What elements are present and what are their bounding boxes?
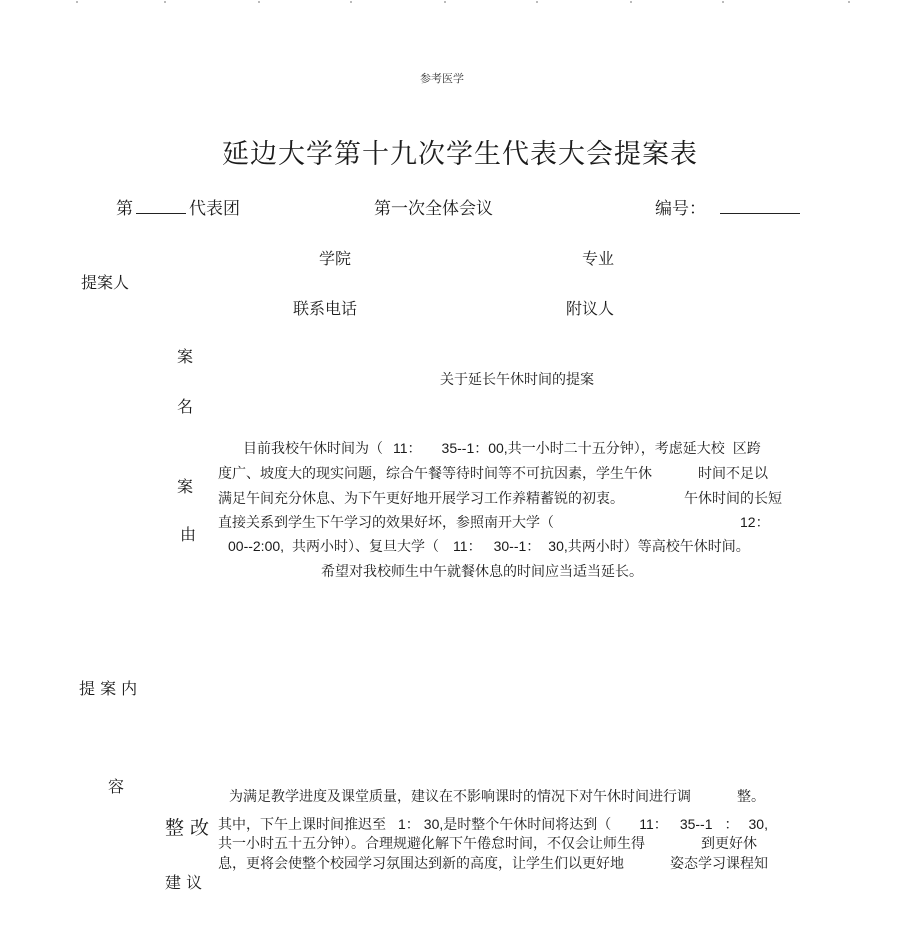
major-label: 专业 bbox=[582, 249, 615, 268]
suggestion-line-3: 共一小时五十五分钟）。合理规避化解下午倦怠时间，不仅会让师生得 到更好休 bbox=[218, 836, 757, 852]
case-reason-line-6: 希望对我校师生中午就餐休息的时间应当适当延长。 bbox=[321, 564, 643, 580]
proposer-label: 提案人 bbox=[81, 273, 130, 292]
session-label: 第一次全体会议 bbox=[374, 199, 493, 219]
college-label: 学院 bbox=[319, 249, 352, 268]
case-reason-line-1: 目前我校午休时间为（ 11： 35--1：00,共一小时二十五分钟），考虑延大校 区跨 bbox=[243, 440, 761, 457]
case-name-label-char-1: 案 bbox=[177, 347, 194, 366]
case-reason-line-3: 满足午间充分休息、为下午更好地开展学习工作养精蓄锐的初衷。 午休时间的长短 bbox=[218, 491, 782, 507]
number-blank[interactable] bbox=[720, 199, 800, 214]
header-note: 参考医学 bbox=[420, 72, 464, 85]
suggestion-line-2: 其中，下午上课时间推迟至 1： 30,是时整个午休时间将达到（ 11： 35--1 ： 30, bbox=[218, 816, 768, 833]
case-reason-line-5: 00--2:00, 共两小时）、复旦大学（ 11： 30--1： 30,共两小时）等高校午休时间。 bbox=[228, 538, 750, 555]
content-label-part-1: 提 案 内 bbox=[79, 679, 138, 698]
suggestion-label-line-1: 整 改 bbox=[165, 817, 210, 839]
case-name-value: 关于延长午休时间的提案 bbox=[440, 372, 594, 388]
cosigner-label: 附议人 bbox=[566, 299, 615, 318]
case-reason-line-2: 度广、坡度大的现实问题，综合午餐等待时间等不可抗因素，学生午休 时间不足以 bbox=[218, 466, 768, 482]
case-reason-label-char-2: 由 bbox=[180, 525, 197, 544]
case-name-label-char-2: 名 bbox=[177, 397, 194, 416]
suggestion-label-line-2: 建 议 bbox=[165, 873, 203, 892]
top-edge-marks bbox=[0, 0, 920, 6]
delegation-prefix: 第 bbox=[116, 199, 133, 219]
suggestion-line-4: 息，更将会使整个校园学习氛围达到新的高度，让学生们以更好地 姿态学习课程知 bbox=[218, 856, 768, 872]
delegation-blank[interactable] bbox=[136, 199, 186, 214]
number-field bbox=[655, 194, 803, 219]
delegation-field bbox=[116, 194, 240, 219]
case-reason-line-4: 直接关系到学生下午学习的效果好坏，参照南开大学（ 12： bbox=[218, 514, 770, 531]
contact-label: 联系电话 bbox=[293, 299, 358, 318]
content-label-part-2: 容 bbox=[108, 777, 125, 796]
case-reason-label-char-1: 案 bbox=[177, 477, 194, 496]
suggestion-line-1: 为满足教学进度及课堂质量，建议在不影响课时的情况下对午休时间进行调 整。 bbox=[229, 789, 765, 805]
page-title: 延边大学第十九次学生代表大会提案表 bbox=[222, 139, 698, 170]
delegation-suffix: 代表团 bbox=[189, 199, 240, 219]
number-label: 编号： bbox=[655, 199, 706, 219]
